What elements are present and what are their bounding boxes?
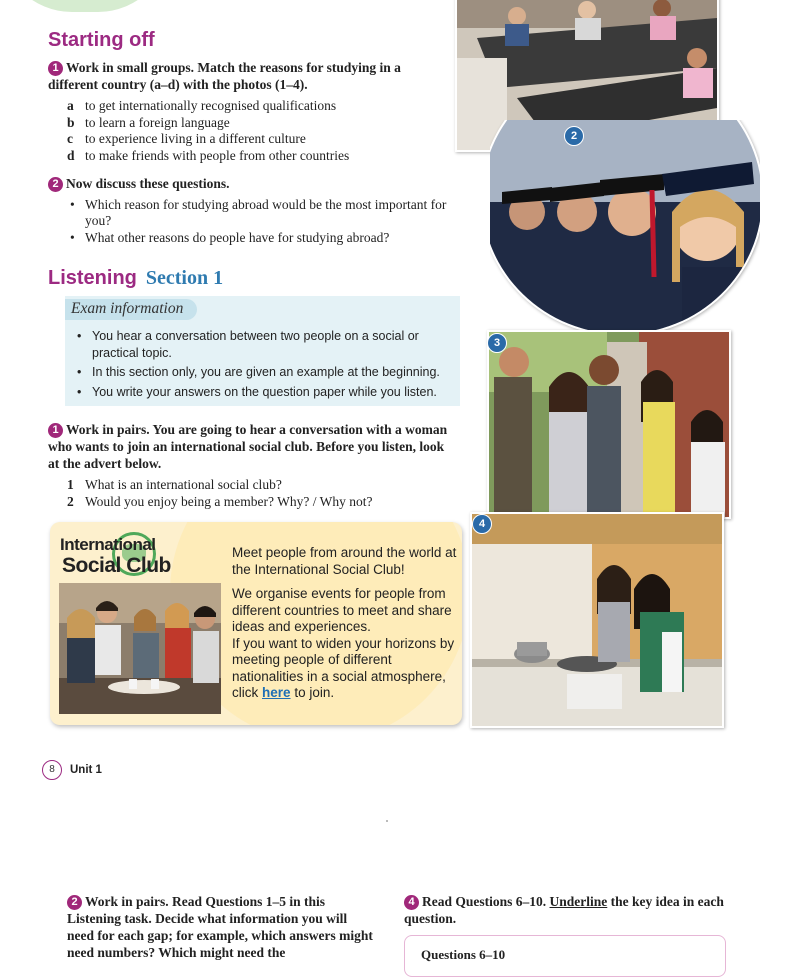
exam-info-title: Exam information — [65, 299, 197, 320]
exam-info-bullets — [74, 328, 449, 401]
photo-number-badge: 4 — [472, 514, 492, 534]
task1-text: Work in small groups. Match the reasons for studying in a different country (a–d) with the photos (1–4). — [48, 60, 401, 92]
list-item: • Which reason for studying abroad would be the most important for you? — [67, 197, 467, 229]
advert-text — [232, 545, 460, 702]
task1-instruction — [48, 59, 438, 93]
join-link[interactable]: here — [262, 685, 291, 700]
task2-instruction: 2 Now discuss these questions. — [48, 175, 230, 192]
task-number-badge: 4 — [404, 895, 419, 910]
next-task4: 4 Read Questions 6–10. Underline the key idea in each question. — [404, 894, 724, 926]
questions-box-title: Questions 6–10 — [421, 947, 506, 962]
page-footer — [42, 760, 102, 780]
club-logo: International Social Club — [60, 530, 200, 582]
photo-number-badge: 2 — [564, 126, 584, 146]
page-separator-mark — [386, 820, 388, 822]
list-item: • What other reasons do people have for studying abroad? — [67, 230, 467, 246]
photo-graduation — [490, 120, 760, 330]
advert-photo — [59, 583, 221, 714]
photo-students — [487, 330, 731, 519]
task-number-badge: 1 — [48, 423, 63, 438]
top-decoration — [0, 0, 170, 14]
next-task2: 2 Work in pairs. Read Questions 1–5 in this Listening task. Decide what information you will need for each gap; for example, which answers might need numbers? Which might need the — [67, 894, 373, 960]
section-label: Section 1 — [145, 267, 224, 289]
exam-info-box — [65, 296, 460, 406]
listening-heading: Listening Section 1 — [48, 267, 224, 289]
question-list — [67, 477, 447, 510]
questions-box — [404, 935, 726, 977]
discussion-bullets — [67, 197, 467, 247]
listening-task1-instruction: 1 Work in pairs. You are going to hear a conversation with a woman who wants to join an international social club. Before you listen, look at the advert below. — [48, 422, 448, 471]
starting-off-heading: Starting off — [48, 29, 155, 51]
list-item: b to learn a foreign language — [67, 114, 230, 130]
advert-box — [50, 522, 462, 725]
task-number-badge: 2 — [48, 177, 63, 192]
list-item: • You write your answers on the question paper while you listen. — [74, 384, 449, 401]
advert-intro: Meet people from around the world at the International Social Club! — [232, 545, 457, 577]
list-item: 2 Would you enjoy being a member? Why? / Why not? — [67, 493, 373, 509]
reasons-list — [67, 98, 447, 164]
list-item: 1 What is an international social club? — [67, 477, 282, 492]
task-number-badge: 1 — [48, 61, 63, 76]
photo-number-badge: 3 — [487, 333, 507, 353]
page-number: 8 — [42, 760, 62, 780]
list-item: • In this section only, you are given an example at the beginning. — [74, 364, 449, 381]
advert-cta: If you want to widen your horizons by meeting people of different nationalities in a social atmosphere, click here to join. — [232, 635, 455, 700]
task-number-badge: 2 — [67, 895, 82, 910]
list-item: c to experience living in a different culture — [67, 131, 306, 146]
list-item: a to get internationally recognised qualifications — [67, 98, 337, 113]
unit-label: Unit 1 — [70, 764, 102, 776]
advert-body: We organise events for people from different countries to meet and share ideas and experiences. — [232, 586, 452, 634]
list-item: d to make friends with people from other countries — [67, 147, 350, 163]
list-item: • You hear a conversation between two people on a social or practical topic. — [74, 328, 449, 361]
photo-kitchen — [470, 512, 724, 728]
